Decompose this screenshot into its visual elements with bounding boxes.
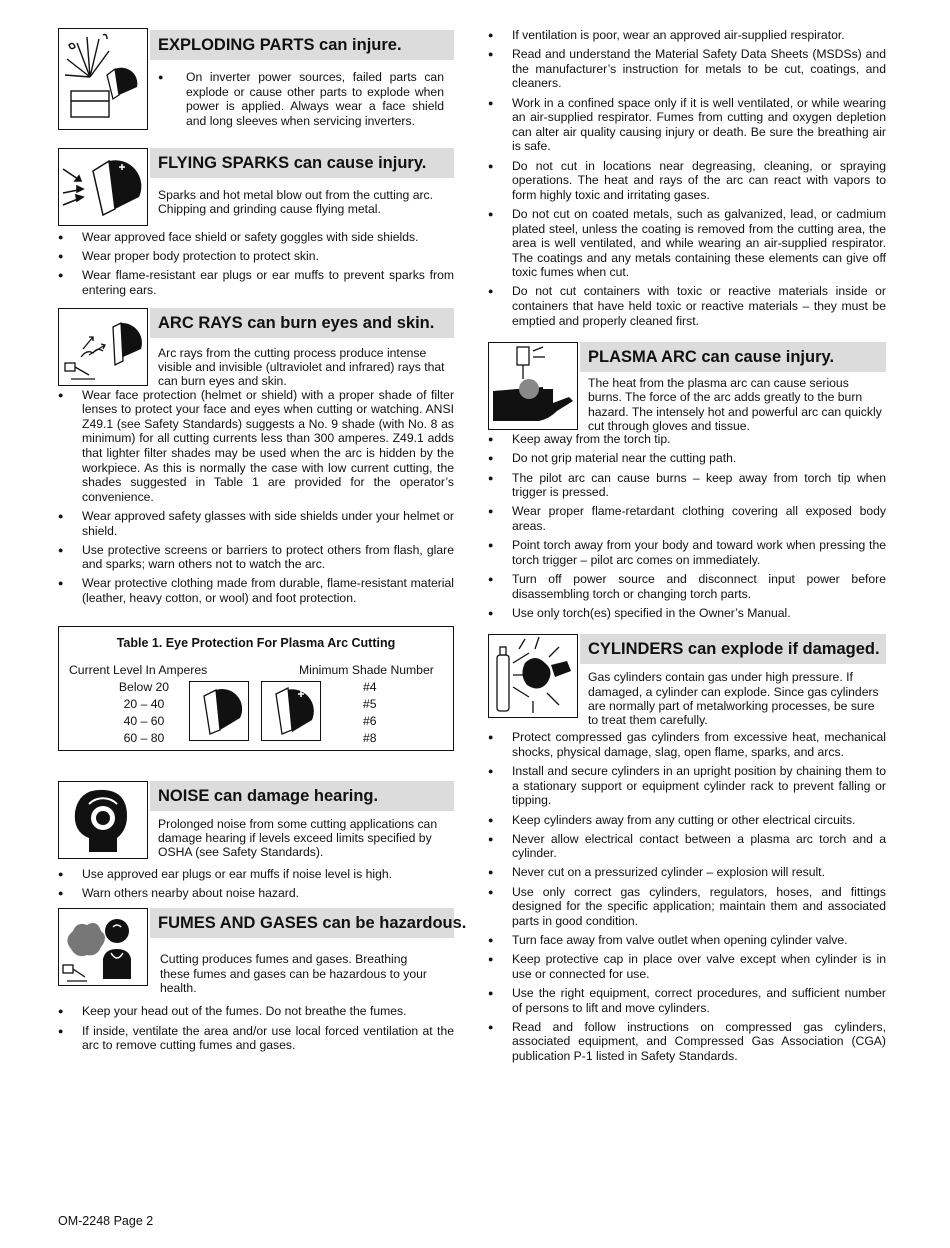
table-cell-range: 60 – 80: [123, 730, 165, 745]
cylinders-title: CYLINDERS can explode if damaged.: [580, 634, 886, 664]
table-cell-range: Below 20: [118, 679, 170, 694]
list-item: ● Point torch away from your body and toward work when pressing the torch trigger – pilot arc comes on immediately.: [488, 538, 886, 567]
cylinders-section: [488, 634, 886, 1063]
flying-sparks-intro: Sparks and hot metal blow out from the cutting arc. Chipping and grinding cause flying metal.: [158, 188, 434, 217]
list-item: ● The pilot arc can cause burns – keep away from torch tip when trigger is pressed.: [488, 471, 886, 500]
list-item: ● Keep cylinders away from any cutting or other electrical circuits.: [488, 813, 886, 828]
left-column: [58, 28, 467, 1057]
list-item: ● Turn off power source and disconnect input power before disassembling torch or changing torch parts.: [488, 572, 886, 601]
list-item: ● Wear approved face shield or safety goggles with side shields.: [58, 230, 454, 245]
table-title: Table 1. Eye Protection For Plasma Arc Cutting: [116, 635, 396, 650]
list-item: ● Wear flame-resistant ear plugs or ear muffs to prevent sparks from entering ears.: [58, 268, 454, 297]
table-header-current: Current Level In Amperes: [69, 662, 208, 677]
table-cell-shade: #5: [363, 696, 377, 711]
list-item: ● Keep protective cap in place over valve except when cylinder is in use or connected for use.: [488, 952, 886, 981]
fumes-gases-list-continued: [488, 28, 886, 328]
noise-title: NOISE can damage hearing.: [150, 781, 454, 811]
plasma-arc-icon: [488, 342, 578, 430]
cylinder-explosion-icon: [488, 634, 578, 718]
noise-section: [58, 781, 454, 901]
table-cell-shade: #4: [363, 679, 377, 694]
exploding-parts-section: [58, 28, 454, 140]
list-item: ● Use only correct gas cylinders, regulators, hoses, and fittings designed for the specific application; maintain them and associated parts in good condition.: [488, 885, 886, 929]
arc-rays-section: [58, 308, 454, 606]
list-item: ● Wear proper flame-retardant clothing covering all exposed body areas.: [488, 504, 886, 533]
flying-sparks-list: [58, 230, 454, 298]
exploding-parts-title: EXPLODING PARTS can injure.: [150, 30, 454, 60]
list-item: ● If ventilation is poor, wear an approved air-supplied respirator.: [488, 28, 886, 43]
plasma-arc-section: [488, 342, 886, 620]
list-item: ● Work in a confined space only if it is well ventilated, or while wearing an air-supplied respirator. Fumes from cutting and oxygen depletion can alter air quality causing injury or death. Be sure the breathing air is safe.: [488, 96, 886, 154]
list-item: ● Wear approved safety glasses with side shields under your helmet or shield.: [58, 509, 454, 538]
table-cell-shade: #6: [363, 713, 377, 728]
list-item: ● Never allow electrical contact between a plasma arc torch and a cylinder.: [488, 832, 886, 861]
table-cell-range: 40 – 60: [123, 713, 165, 728]
right-column: [488, 28, 886, 1068]
welding-helmet-icon: [261, 681, 321, 741]
list-item: ● Do not grip material near the cutting path.: [488, 451, 886, 466]
arc-rays-intro: Arc rays from the cutting process produce intense visible and invisible (ultraviolet and infrared) rays that can burn eyes and skin.: [158, 345, 445, 388]
page-footer: OM-2248 Page 2: [58, 1214, 154, 1228]
arc-rays-title: ARC RAYS can burn eyes and skin.: [150, 308, 454, 338]
flying-sparks-icon: [58, 148, 148, 226]
noise-intro: Prolonged noise from some cutting applications can damage hearing if levels exceed limits specified by OSHA (see Safety Standards).: [158, 816, 438, 860]
plasma-arc-list: [488, 432, 886, 620]
flying-sparks-section: [58, 148, 454, 298]
eye-protection-table: [58, 626, 454, 751]
list-item: ● Wear face protection (helmet or shield) with a proper shade of filter lenses to protect your face and eyes when cutting or watching. ANSI Z49.1 (see Safety Standards) suggests a No. 9 shade (with No. 8 as minimum) for all cutting currents less than 300 amperes. Z49.1 adds that lighter filter shades may be used when the arc is hidden by the workpiece. As this is normally the case with low current cutting, the shades suggested in Table 1 are provided for the operator’s convenience.: [58, 388, 454, 505]
list-item: ● Use the right equipment, correct procedures, and sufficient number of persons to lift and move cylinders.: [488, 986, 886, 1015]
list-item: ● Do not cut containers with toxic or reactive materials inside or containers that have held toxic or reactive materials – they must be emptied and properly cleaned first.: [488, 284, 886, 328]
noise-list: [58, 867, 454, 901]
fumes-gases-title: FUMES AND GASES can be hazardous.: [150, 908, 454, 938]
fumes-gases-section: [58, 908, 467, 1053]
plasma-arc-intro: The heat from the plasma arc can cause serious burns. The force of the arc adds greatly to the burn hazard. The intensely hot and powerful arc can quickly cut through gloves and tissue.: [588, 376, 882, 433]
list-item: ● Warn others nearby about noise hazard.: [58, 886, 454, 901]
list-item: ● Use approved ear plugs or ear muffs if noise level is high.: [58, 867, 454, 882]
face-shield-icon: [189, 681, 249, 741]
list-item: ● On inverter power sources, failed parts can explode or cause other parts to explode when power is applied. Always wear a face shield and long sleeves when servicing inverters.: [150, 70, 444, 128]
table-header-shade: Minimum Shade Number: [299, 662, 434, 677]
list-item: ● Install and secure cylinders in an upright position by chaining them to a stationary support or equipment cylinder rack to prevent falling or tipping.: [488, 764, 886, 808]
arc-rays-list: [58, 388, 454, 606]
list-item: ● Wear protective clothing made from durable, flame-resistant material (leather, heavy cotton, or wool) and foot protection.: [58, 576, 454, 605]
arc-rays-icon: [58, 308, 148, 386]
fumes-gases-list: [58, 1004, 454, 1052]
list-item: ● Use protective screens or barriers to protect others from flash, glare and sparks; warn others not to watch the arc.: [58, 543, 454, 572]
list-item: ● Never cut on a pressurized cylinder – explosion will result.: [488, 865, 886, 880]
list-item: ● Keep away from the torch tip.: [488, 432, 886, 447]
fumes-gases-intro: Cutting produces fumes and gases. Breathing these fumes and gases can be hazardous to your health.: [160, 952, 427, 995]
fumes-icon: [58, 908, 148, 986]
exploding-parts-list: [150, 70, 444, 133]
list-item: ● Keep your head out of the fumes. Do not breathe the fumes.: [58, 1004, 454, 1019]
list-item: ● Read and understand the Material Safety Data Sheets (MSDSs) and the manufacturer’s instruction for metals to be cut, coatings, and cleaners.: [488, 47, 886, 91]
exploding-parts-icon: [58, 28, 148, 130]
table-cell-shade: #8: [363, 730, 377, 745]
list-item: ● Read and follow instructions on compressed gas cylinders, associated equipment, and Compressed Gas Association (CGA) publication P-1 listed in Safety Standards.: [488, 1020, 886, 1064]
list-item: ● If inside, ventilate the area and/or use local forced ventilation at the arc to remove cutting fumes and gases.: [58, 1024, 454, 1053]
list-item: ● Use only torch(es) specified in the Owner’s Manual.: [488, 606, 886, 621]
list-item: ● Protect compressed gas cylinders from excessive heat, mechanical shocks, physical damage, slag, open flame, sparks, and arcs.: [488, 730, 886, 759]
cylinders-list: [488, 730, 886, 1063]
flying-sparks-title: FLYING SPARKS can cause injury.: [150, 148, 454, 178]
hearing-icon: [58, 781, 148, 859]
table-cell-range: 20 – 40: [123, 696, 165, 711]
plasma-arc-title: PLASMA ARC can cause injury.: [580, 342, 886, 372]
cylinders-intro: Gas cylinders contain gas under high pressure. If damaged, a cylinder can explode. Since gas cylinders are normally part of metalworking processes, be sure to treat them carefully.: [588, 670, 879, 727]
list-item: ● Do not cut in locations near degreasing, cleaning, or spraying operations. The heat and rays of the arc can react with vapors to form highly toxic and irritating gases.: [488, 159, 886, 203]
list-item: ● Wear proper body protection to protect skin.: [58, 249, 454, 264]
list-item: ● Turn face away from valve outlet when opening cylinder valve.: [488, 933, 886, 948]
list-item: ● Do not cut on coated metals, such as galvanized, lead, or cadmium plated steel, unless the coating is removed from the cutting area, the area is well ventilated, and while wearing an air-supplied respirator. The coatings and any metals containing these elements can give off toxic fumes when cut.: [488, 207, 886, 280]
